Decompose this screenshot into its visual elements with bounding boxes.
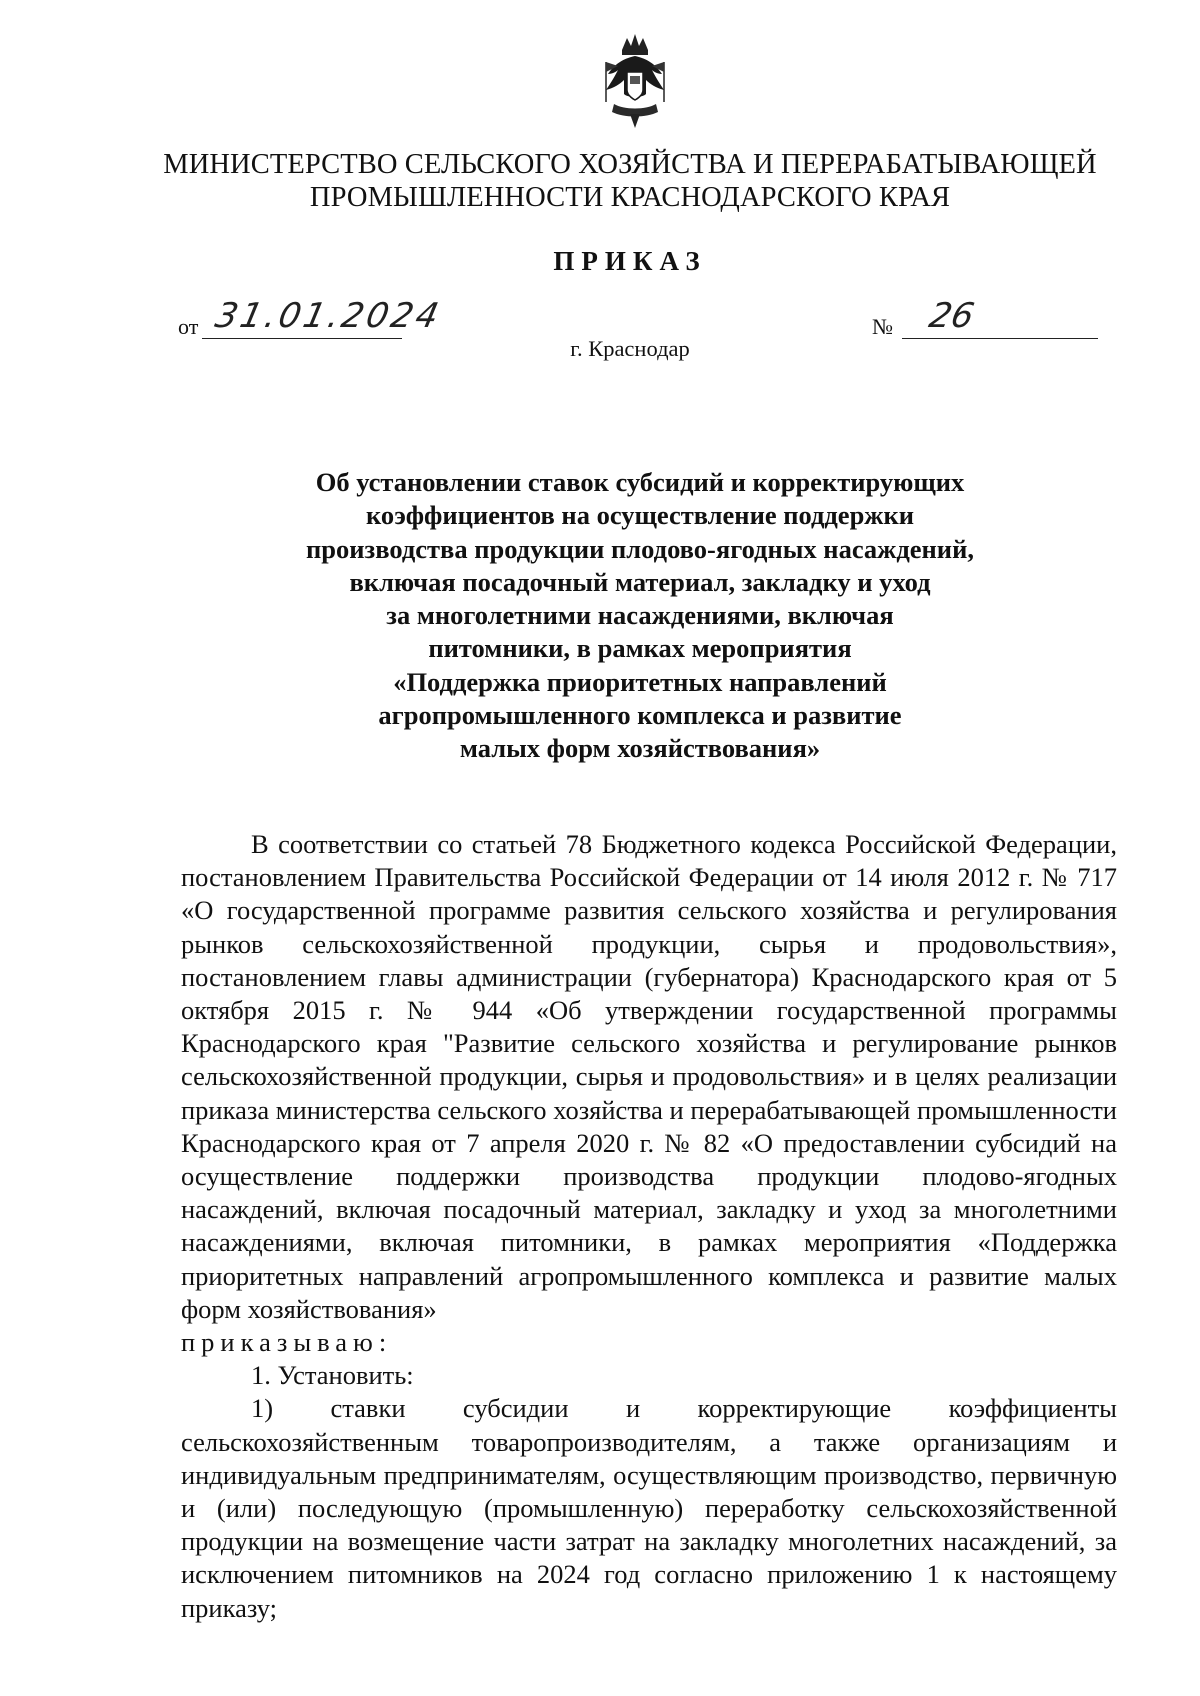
heading-line: производства продукции плодово-ягодных насаждений, [306, 533, 974, 564]
heading-line: коэффициентов на осуществление поддержки [365, 500, 915, 531]
number-handwritten: 26 [925, 296, 978, 336]
order-heading [240, 466, 1040, 766]
heading-line: питомники, в рамках мероприятия [428, 633, 852, 664]
heading-line: за многолетними насаждениями, включая [386, 600, 894, 631]
coat-of-arms-emblem [600, 32, 670, 130]
heading-line: включая посадочный материал, закладку и уход [349, 566, 931, 597]
heading-line: агропромышленного комплекса и развитие [378, 700, 902, 731]
item-1-1: 1) ставки субсидии и корректирующие коэффициенты сельскохозяйственным товаропроизводителям, а также организациям и индивидуальным предпринимателям, осуществляющим производство, первичную и (или) последующую (промышленную) переработку сельскохозяйственной продукции на возмещение части затрат на закладку многолетних насаждений, за исключением питомников на 2024 год согласно приложению 1 к настоящему приказу; [181, 1393, 1117, 1623]
order-number [872, 296, 1102, 340]
order-title: ПРИКАЗ [553, 246, 707, 276]
ministry-name [150, 148, 1110, 214]
city: г. Краснодар [570, 336, 690, 361]
order-date [178, 296, 445, 340]
heading-line: малых форм хозяйствования» [459, 733, 821, 764]
date-prefix: от [178, 314, 199, 339]
number-prefix: № [872, 314, 893, 339]
ministry-name-line2: ПРОМЫШЛЕННОСТИ КРАСНОДАРСКОГО КРАЯ [309, 182, 951, 213]
orders-word: приказываю: [181, 1327, 393, 1358]
item-1: 1. Установить: [251, 1360, 414, 1391]
ministry-name-line1: МИНИСТЕРСТВО СЕЛЬСКОГО ХОЗЯЙСТВА И ПЕРЕРАБАТЫВАЮЩЕЙ [163, 149, 1097, 180]
heading-line: Об установлении ставок субсидий и корректирующих [315, 467, 965, 497]
preamble-paragraph: В соответствии со статьей 78 Бюджетного кодекса Российской Федерации, постановлением Правительства Российской Федерации от 14 июля 2012 г. № 717 «О государственной программе развития сельского хозяйства и регулирования рынков сельскохозяйственной продукции, сырья и продовольствия», постановлением главы администрации (губернатора) Краснодарского края от 5 октября 2015 г. № 944 «Об утверждении государственной программы Краснодарского края "Развитие сельского хозяйства и регулирование рынков сельскохозяйственной продукции, сырья и продовольствия» и в целях реализации приказа министерства сельского хозяйства и перерабатывающей промышленности Краснодарского края от 7 апреля 2020 г. № 82 «О предоставлении субсидий на осуществление поддержки производства продукции плодово-ягодных насаждений, включая посадочный материал, закладку и уход за многолетними насаждениями, включая питомники, в рамках мероприятия «Поддержка приоритетных направлений агропромышленного комплекса и развитие малых форм хозяйствования» [181, 829, 1117, 1324]
date-handwritten: 31.01.2024 [211, 296, 445, 336]
order-body [181, 828, 1117, 1625]
heading-line: «Поддержка приоритетных направлений [393, 666, 887, 697]
